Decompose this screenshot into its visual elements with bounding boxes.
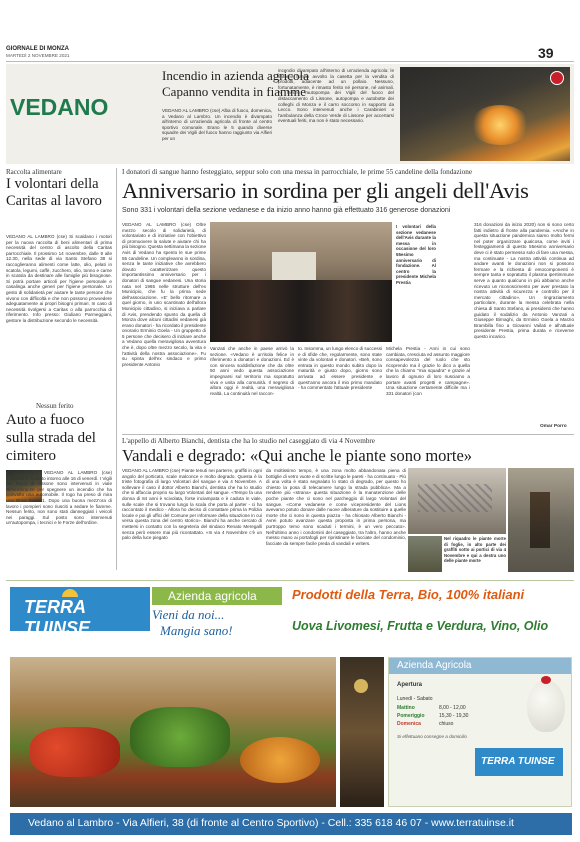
- ad-hen-shape: [527, 680, 565, 732]
- fire-photo: [400, 67, 570, 161]
- vandali-headline: Vandali e degrado: «Qui anche le piante sono morte»: [122, 446, 473, 465]
- vandali-col1: VEDANO AL LAMBRO (cse) Piante tenuti nei parterre, graffiti in ogni angolo del porticato, scale malconce e molto degrado. Questa è la triste fotografia di largo Volontari del sangue e via 4 Novembre. A sollevare il caso il dottor Alberto Bianchi, dentista che ha lo studio che si affaccia proprio su largo Volontari del sangue. «Tempo fa una donna di 84 anni è scivolata, forse inciampata e è caduta in viale, sulle scale che si trovano lungo la scala che porta al parter - ci ha raccontato il medico - Allora ho deciso di contattare prima la Polizia locale e poi gli uffici del Comune per informare della situazione in cui versa questa zona del centro storico». Bianchi ha anche cercato di mettersi in contatto con la segreteria del sindaco Renato Meregalli senza però essere mai più ricontattato. «In via 4 Novembre c'è un palo della luce piegato: [122, 468, 262, 541]
- fire-story: [6, 64, 574, 164]
- dead-plant-photo-right: [508, 468, 574, 572]
- ad-squash-shape: [240, 737, 320, 783]
- ad-line-2: Uova Livomesi, Frutta e Verdura, Vino, Olio: [292, 619, 549, 633]
- ad-hours-3-slot: chiuso: [439, 721, 454, 727]
- ad-produce-photo: [10, 657, 336, 807]
- ad-slogan-2: Mangia sano!: [160, 623, 233, 638]
- avis-people-shape: [210, 280, 392, 342]
- vandali-kicker: L'appello di Alberto Bianchi, dentista che ha lo studio nel caseggiato di via 4 Novembre: [122, 437, 375, 445]
- fire-body-col1: VEDANO AL LAMBRO (cse) Alba di fuoco, domenica, a Vedano al Lambro. Un incendio è divampato all'interno di un'azienda agricola di fronte al centro sportivo comunale. Erano le 5 quando diverse squadre dei Vigili del fuoco hanno raggiunto via Alfieri per un: [162, 108, 272, 141]
- ad-hours-2-slot: 15,30 - 19,30: [439, 713, 469, 719]
- avis-kicker: I donatori di sangue hanno festeggiato, seppur solo con una messa in parrocchiale, le prime 55 candeline della fondazione: [122, 168, 473, 176]
- graffiti-photo: [408, 468, 506, 534]
- paper-name: GIORNALE DI MONZA: [6, 46, 69, 52]
- ad-shop-photo: [340, 657, 384, 807]
- avis-bottom-rule: [122, 434, 574, 435]
- dead-plant-shape: [530, 492, 550, 548]
- fire-body-col2: incendio divampato all'interno di un'azienda agricola: le fiamme hanno avvolto la casetta per la vendita di prodotti, adiacente ad un pollaio. Nessuno, fortunatamente, è rimasto ferito né persone, né animali. Al lavoro l'autopompa dei Vigili del fuoco del distaccamento di Lissone, autopompa e autobotte dei colleghi di Monza e il carro soccorso in supporto da Lecco. Sono intervenuti anche i Carabinieri e l'ambulanza della Croce Verde di Lissone per accertarsi eventuali feriti, ma non è stato necessario.: [278, 68, 394, 124]
- ad-box-note: Si effettuano consegne a domicilio: [397, 734, 467, 739]
- cimitero-headline: Auto a fuoco sulla strada del cimitero: [6, 412, 96, 464]
- page-number: 39: [538, 45, 554, 61]
- ad-banner-box: [152, 587, 282, 605]
- avis-author: Omar Porro: [540, 424, 567, 429]
- ad-box-logo: [475, 748, 563, 776]
- caritas-headline: I volontari della Caritas al lavoro: [6, 176, 102, 209]
- avis-headline: Anniversario in sordina per gli angeli dell'Avis: [122, 178, 529, 203]
- dead-plant-photo-small: [408, 536, 442, 572]
- caritas-kicker: Raccolta alimentare: [6, 168, 62, 176]
- ad-hours-1-day: Mattino: [397, 705, 415, 711]
- ad-tomatoes-shape: [30, 727, 120, 777]
- graffiti-marks: [418, 484, 492, 512]
- fire-headline-2: Capanno vendita in fiamme: [162, 84, 307, 99]
- header-rule: [6, 61, 574, 62]
- vandali-caption: Nel riquadro le piante morte di foglie, in alto parte dei graffiti sotto ai portici di via 4 Novembre e qui a destra uno delle piante morte: [444, 536, 506, 564]
- ad-info-box: [388, 657, 572, 807]
- ad-light-shape: [354, 679, 368, 693]
- vandali-col2: da moltissimo tempo, è una zona molto abbandonata piena di bottiglie di vetro vuote e di scritte lungo le pareti - ha continuato - Più di una volta è stato segnalato lo stato di degrado, per questo ho chiesto la posa di telecamere lungo la strada pubblica». Ma a rendere più «strana» questa situazione è la manutenzione delle poche piante che ci sono nel parcheggio di largo Volontari del sangue. «Come vedanese e come vicepresidente del Lions avevamo potuto donare dalle nuove alberature da sostituire a quelle morte che ci sono in questa piazza - ha chiosato Alberto Bianchi - Avrei potuto avanzare questa proposta in prima persona, ma purtroppo temo sono scaduti i termini, è un vero peccato». Nell'ultimo anno i condomini del caseggiato, tra l'altro, hanno anche messo mano ai portafogli per ripristinare le facciate del condominio, facciate da sempre facile preda di vandali e writers.: [266, 468, 406, 546]
- ad-box-brand: TERRA TUINSE: [481, 756, 555, 767]
- firefighters-logo-icon: [550, 71, 564, 85]
- cimitero-kicker: Nessun ferito: [36, 402, 74, 410]
- ad-footer: Vedano al Lambro - Via Alfieri, 38 (di fronte al Centro Sportivo) - Cell.: 335 618 46 07 - www.terratuinse.it: [28, 817, 514, 829]
- ad-logo-box: [10, 587, 150, 638]
- avis-col4: Michela Prestia - Anni in cui sono cambiata, cresciuta ed assunto maggiore consapevolezza del ruolo che sto ricoprendo ma il grazie lo dico a quella che la chiamo "mia squadra" e grazie al lavoro di ognuno di loro riusciamo a portare avanti progetti e campagne». Una situazione certamente difficile ma i 331 donatori (con: [386, 346, 470, 396]
- terra-tuinse-ad[interactable]: [6, 580, 574, 842]
- ad-hours-1-slot: 8,00 - 12,00: [439, 705, 466, 711]
- issue-date: MARTEDÌ 2 NOVEMBRE 2021: [6, 53, 70, 58]
- avis-caption: I volontari della sezione vedanese dell'Avis durante la messa in occasione del loro 55esimo anniversario di fondazione. Al centro la presidente Michela Prestia: [396, 224, 436, 285]
- fire-headline-1: Incendio in azienda agricola: [162, 68, 309, 83]
- ad-sun-icon: [62, 589, 78, 597]
- ad-greens-shape: [130, 707, 230, 767]
- avis-col2: Vanzati che anche in paese arrivò la sezione. «Vedano è un'isola felice in riferimento a donatori e donazioni. Ed è con sincera soddisfazione che da oltre 50 anni vedo questa associazione impegnarsi sul territorio ma sopratutto viva e unita alla comunità. Il segreto di allora oggi è realtà, una meravigliosa realtà. La continuità nel raccon-: [210, 346, 294, 396]
- ad-slogan-1: Vieni da noi...: [152, 607, 225, 622]
- ad-footer-bar: [10, 813, 572, 835]
- ad-brand: TERRA TUINSE: [24, 597, 91, 638]
- ad-line-1: Prodotti della Terra, Bio, 100% italiani: [292, 587, 525, 602]
- section-label: VEDANO: [10, 94, 109, 120]
- ad-hours-2-day: Pomeriggio: [397, 713, 425, 719]
- cimitero-body: VEDANO AL LAMBRO (cse) L'allarme è scattato intorno alle 16 di venerdì. I Vigili del fuoco di Lissone sono intervenuti in viale Rimembranze per spegnere un incendio che ha coinvolto una automobile. Il rogo ha preso di mira una Bmw Serie 1. Dopo una buona mezz'ora di lavoro i pompieri sono riusciti a sedare le fiamme. Nessun ferito, non sono stati danneggiati i veicoli nei paraggi. Sul posto sono intervenuti un'autopompa, i tecnici e le Forze dell'ordine.: [6, 470, 112, 526]
- ad-info-header: [389, 658, 571, 674]
- avis-col5: 316 donazioni da inizio 2020) non si sono certo fatti indietro di fronte alla pandemia. «Anche in questa situazione pandemica siamo molto fermi nel poter organizzare qualcosa, come inviti i festeggiamenti di questo 55esimo anniversario deve ci è stato permesso solo di fare una messa, ma continuate - La nostra attività continua ad andare avanti le donazioni non si possono fermare e la richiesta di emocomponenti è sempre tanta e sopratutto il plasma ipertimmune serve a quanto qualcuno in più abbiamo anche ricevuto un riconoscimento per aver prestato la nostra attività di sicurezza e controllo per il mercato cittadino». Un ringraziamento particolare, durante la messa celebrata nella chiesa di Santo Stefano, ai presidenti che hanno guidato il sodalizio da Antonio Vanzati a Giuseppe Birnaghi, da Erminio Goela a Marzio Brambilla fino a Giovanni Vailati e all'attuale presidente Prestia, prima durata e riceverne questo incarico.: [474, 222, 574, 339]
- avis-col3: to. Insomma, un lungo elenco di successi e di sfide che, regolarmente, sono state vinte da volontari e donatori. «Beh, sono entrata in questo mondo subito dopo la maturità e giusto dopo, giorno sono arrivata ad essere presidente e quest'anno ancora il mio primo mandato - ha commentato l'attuale presidente: [298, 346, 382, 391]
- avis-photo: [210, 222, 392, 342]
- ad-hen-comb: [541, 676, 551, 684]
- left-column-divider: [116, 168, 117, 570]
- ad-box-label: Apertura: [397, 682, 423, 688]
- ad-banner: Azienda agricola: [168, 589, 257, 603]
- avis-subhead: Sono 331 i volontari della sezione vedanese e da inizio anno hanno già effettuato 316 generose donazioni: [122, 207, 451, 214]
- ad-hours-3-day: Domenica: [397, 721, 421, 727]
- ad-hours-0-day: Lunedì - Sabato: [397, 696, 433, 702]
- caritas-body: VEDANO AL LAMBRO (cse) Si scaldano i motori per la nuova raccolta di beni alimentari di prima necessità del centro di ascolto della Caritas parrocchiale. Il prossimo 14 novembre, dalle 9 alle 12.30, nella sede di via Santo Stefano 38 si raccoglieranno alimenti come latte, olio, pelati in scatola, legumi, caffè, zucchero, olio, tonno e carne in scatola da destinare alle famiglie più bisognose. Si potrà portare articoli per l'igiene personale e casalinga anche generi per l'igiene personale. Un gesto di solidarietà per aiutare le tante persone che vivono con difficoltà e che non possono provvedere adeguatamente ai propri bisogni primari. In caso di necessità rivolgersi a Caritas o alla parrocchia di riferimento. Info presso: Giuliano Parmeggiani, gestore la distribuzione secondo le necessità.: [6, 234, 112, 323]
- ad-box-title: Azienda Agricola: [397, 660, 472, 671]
- fire-glow: [470, 105, 530, 145]
- avis-col1: VEDANO AL LAMBRO (cse) Oltre mezzo secolo di solidarietà, di volontariato e di iniziative con l'obiettivo di promuovere la salute e aiutare chi ha più bisogno. Questa settimana la sezione Avis di Vedano ha spento le sue prime 55 candeline. Un compleanno in sordina, senza le tante iniziative che avrebbero dovuto caratterizzare questo importantissimo anniversario per i donatori di sangue vedanesi. Una storia nata nel 1965 nelle strutture dell'ex Municipio, che fu la prima sede dell'associazione. «E' bello ritornare a quel giorno, in uno scantinato dell'allora Municipio cittadino, si iniziava a parlare di Avis, prendendo spunto da quella di Monza dove alcuni cittadini vedanesi già erano donatori - ha ricordato il presidente onorario Erminio Goela - Un gruppetto di 5 persone che decisero di iniziare anche a Vedano quella meravigliosa avventura che è, dopo oltre mezzo secolo, la vita e l'attività della nostra associazione». Fu su spinta dell'ex sindaco e primo presidente Antonio: [122, 222, 206, 367]
